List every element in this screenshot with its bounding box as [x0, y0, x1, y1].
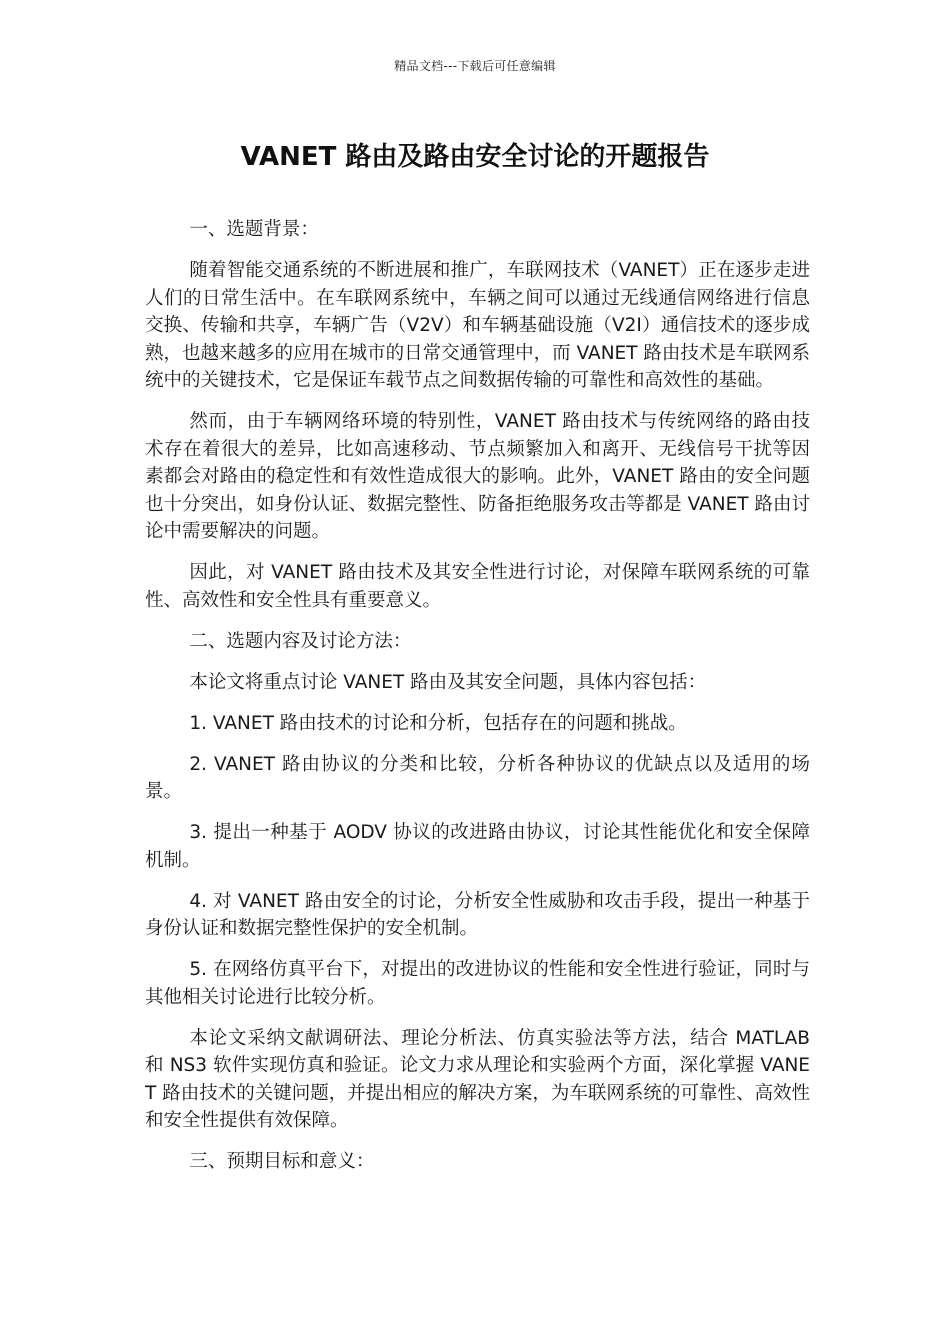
section-heading-background: 一、选题背景：	[189, 219, 319, 240]
document-body	[145, 216, 810, 1189]
list-item-2: 2. VANET 路由协议的分类和比较，分析各种协议的优缺点以及适用的场景。	[145, 753, 810, 802]
paragraph-significance: 因此，对 VANET 路由技术及其安全性进行讨论，对保障车联网系统的可靠性、高效性和安全性具有重要意义。	[145, 562, 810, 611]
list-item-4: 4. 对 VANET 路由安全的讨论，分析安全性威胁和攻击手段，提出一种基于身份认证和数据完整性保护的安全机制。	[145, 890, 810, 939]
paragraph-background: 随着智能交通系统的不断进展和推广，车联网技术（VANET）正在逐步走进人们的日常生活中。在车联网系统中，车辆之间可以通过无线通信网络进行信息交换、传输和共享，车辆广告（V2V）和车辆基础设施（V2I）通信技术的逐步成熟，也越来越多的应用在城市的日常交通管理中，而 VANET 路由技术是车联网系统中的关键技术，它是保证车载节点之间数据传输的可靠性和高效性的基础。	[145, 260, 810, 391]
paragraph-content-intro: 本论文将重点讨论 VANET 路由及其安全问题，具体内容包括：	[189, 671, 707, 693]
list-item-5: 5. 在网络仿真平台下，对提出的改进协议的性能和安全性进行验证，同时与其他相关讨论进行比较分析。	[145, 959, 810, 1008]
list-item-3: 3. 提出一种基于 AODV 协议的改进路由协议，讨论其性能优化和安全保障机制。	[145, 822, 810, 871]
list-item-1: 1. VANET 路由技术的讨论和分析，包括存在的问题和挑战。	[189, 712, 687, 734]
section-heading-content: 二、选题内容及讨论方法：	[189, 630, 412, 652]
section-heading-goals: 三、预期目标和意义：	[189, 1151, 375, 1172]
page-header: 精品文档---下载后可任意编辑	[394, 59, 556, 73]
paragraph-methods: 本论文采纳文献调研法、理论分析法、仿真实验法等方法，结合 MATLAB 和 NS3 软件实现仿真和验证。论文力求从理论和实验两个方面，深化掌握 VANET 路由技术的关键问题，并提出相应的解决方案，为车联网系统的可靠性、高效性和安全性提供有效保障。	[145, 1027, 810, 1131]
document-title: VANET 路由及路由安全讨论的开题报告	[240, 142, 710, 172]
paragraph-challenges: 然而，由于车辆网络环境的特别性，VANET 路由技术与传统网络的路由技术存在着很大的差异，比如高速移动、节点频繁加入和离开、无线信号干扰等因素都会对路由的稳定性和有效性造成很大的影响。此外，VANET 路由的安全问题也十分突出，如身份认证、数据完整性、防备拒绝服务攻击等都是 VANET 路由讨论中需要解决的问题。	[145, 411, 810, 542]
